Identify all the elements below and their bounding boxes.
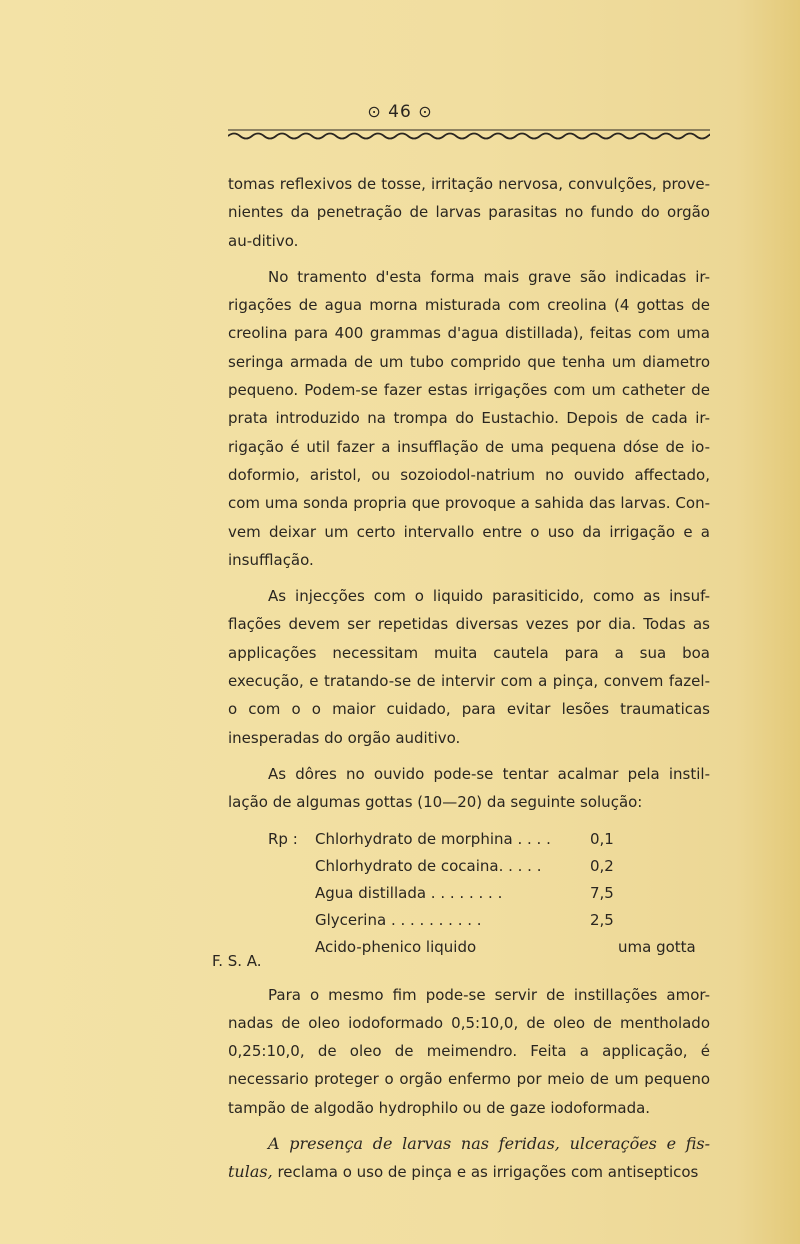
ingredient-name: Chlorhydrato de cocaina. . . . . [315,856,542,875]
page-number: 46 [388,102,412,122]
ingredient-name: Agua distillada . . . . . . . . [315,883,503,902]
paragraph-4: As dôres no ouvido pode-se tentar acalmar pela instil-lação de algumas gottas (10—20) da seguinte solução: [228,764,710,812]
ingredient-name: Glycerina . . . . . . . . . . [315,910,482,929]
circle-ornament-right-icon: ⊙ [418,102,433,121]
ornamental-wave-rule [228,128,710,140]
page-body [212,170,710,1187]
paragraph-1: tomas reflexivos de tosse, irritação nervosa, convulções, prove-nientes da penetração de larvas parasitas no fundo do orgão au-ditivo. [228,175,710,250]
paragraph-3: As injecções com o liquido parasiticido, como as insuf-flações devem ser repetidas diversas vezes por dia. Todas as applicações necessitam muita cautela para a sua boa execução, e tratando-se de intervir com a pinça, convem fazel-o com o o maior cuidado, para evitar lesões traumaticas inesperadas do orgão auditivo. [228,587,710,747]
ingredient-amount: 0,1 [590,829,614,848]
italic-phrase: A presença de larvas nas feridas, ulcerações e fis-tulas, [228,1134,710,1182]
ingredient-amount: 7,5 [590,883,614,902]
rp-label: Rp : [268,829,298,848]
fsa-label: F. S. A. [212,951,262,970]
ingredient-amount: uma gotta [618,937,696,956]
paragraph-6 [228,1130,710,1187]
ingredient-amount: 0,2 [590,856,614,875]
ingredient-name: Chlorhydrato de morphina . . . . [315,829,551,848]
page-header [0,102,800,122]
prescription [212,825,710,970]
paragraph-5: Para o mesmo fim pode-se servir de instillações amor-nadas de oleo iodoformado 0,5:10,0, de oleo de mentholado 0,25:10,0, de oleo de meimendro. Feita a applicação, é necessario proteger o orgão enfermo por meio de um pequeno tampão de algodão hydrophilo ou de gaze iodoformada. [228,985,710,1117]
ingredient-amount: 2,5 [590,910,614,929]
circle-ornament-left-icon: ⊙ [367,102,382,121]
paragraph-2: No tramento d'esta forma mais grave são indicadas ir-rigações de agua morna misturada com creolina (4 gottas de creolina para 400 grammas d'agua distillada), feitas com uma seringa armada de um tubo comprido que tenha um diametro pequeno. Podem-se fazer estas irrigações com um catheter de prata introduzido na trompa do Eustachio. Depois de cada ir-rigação é util fazer a insufflação de uma pequena dóse de io-doformio, aristol, ou sozoiodol-natrium no ouvido affectado, com uma sonda propria que provoque a sahida das larvas. Con-vem deixar um certo intervallo entre o uso da irrigação e a insufflação. [228,267,710,569]
ingredient-name: Acido-phenico liquido [315,937,477,956]
paragraph-6-rest: reclama o uso de pinça e as irrigações com antisepticos [272,1163,699,1182]
